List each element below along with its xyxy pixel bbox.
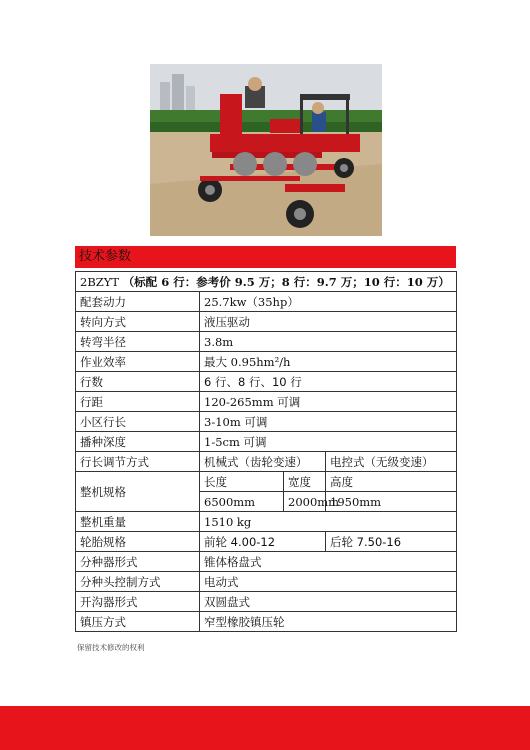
- table-row: [76, 572, 457, 592]
- row-label: 镇压方式: [76, 612, 200, 632]
- row-label: 行距: [76, 392, 200, 412]
- table-row: [76, 412, 457, 432]
- row-value: 最大 0.95hm²/h: [200, 352, 457, 372]
- spec-table: [75, 271, 457, 632]
- tires-row: [76, 532, 457, 552]
- row-value: 6 行、8 行、10 行: [200, 372, 457, 392]
- row-label: 分种头控制方式: [76, 572, 200, 592]
- row-label: 开沟器形式: [76, 592, 200, 612]
- row-value: 1-5cm 可调: [200, 432, 457, 452]
- table-row: [76, 372, 457, 392]
- row-value: 双圆盘式: [200, 592, 457, 612]
- table-row: [76, 292, 457, 312]
- row-value: 3.8m: [200, 332, 457, 352]
- dimension-value: 1950mm: [326, 492, 457, 512]
- rights-note: 保留技术修改的权利: [77, 643, 145, 652]
- dimension-header: 宽度: [284, 472, 326, 492]
- row-value: 120-265mm 可调: [200, 392, 457, 412]
- table-row: [76, 432, 457, 452]
- section-header-bar: [75, 246, 456, 268]
- row-value: 液压驱动: [200, 312, 457, 332]
- row-value: 1510 kg: [200, 512, 457, 532]
- dimension-header: 长度: [200, 472, 284, 492]
- weight-row: [76, 512, 457, 532]
- row-label: 转向方式: [76, 312, 200, 332]
- row-value: 电动式: [200, 572, 457, 592]
- model-name: 2BZYT: [80, 274, 120, 289]
- row-label: 整机重量: [76, 512, 200, 532]
- length-adjust-row: [76, 452, 457, 472]
- row-label: 整机规格: [76, 472, 200, 512]
- row-label: 播种深度: [76, 432, 200, 452]
- row-label: 行数: [76, 372, 200, 392]
- dimension-value: 2000mm: [284, 492, 326, 512]
- row-label: 小区行长: [76, 412, 200, 432]
- table-row: [76, 552, 457, 572]
- mechanical-value: 机械式（齿轮变速）: [200, 452, 326, 472]
- row-label: 配套动力: [76, 292, 200, 312]
- row-label: 行长调节方式: [76, 452, 200, 472]
- model-price-note: （标配 6 行：参考价 9.5 万；8 行：9.7 万；10 行：10 万）: [122, 274, 450, 289]
- table-row: [76, 392, 457, 412]
- rear-tire-value: 后轮 7.50-16: [326, 532, 457, 552]
- dimension-header: 高度: [326, 472, 457, 492]
- table-row: [76, 352, 457, 372]
- front-tire-value: 前轮 4.00-12: [200, 532, 326, 552]
- electronic-value: 电控式（无级变速）: [326, 452, 457, 472]
- dimensions-header-row: [76, 472, 457, 492]
- row-value: 25.7kw（35hp）: [200, 292, 457, 312]
- row-value: 3-10m 可调: [200, 412, 457, 432]
- table-row: [76, 592, 457, 612]
- row-value: 锥体格盘式: [200, 552, 457, 572]
- row-value: 窄型橡胶镇压轮: [200, 612, 457, 632]
- table-row: [76, 332, 457, 352]
- model-row: [76, 272, 457, 292]
- product-photo: [150, 64, 382, 236]
- row-label: 作业效率: [76, 352, 200, 372]
- table-row: [76, 612, 457, 632]
- row-label: 轮胎规格: [76, 532, 200, 552]
- dimension-value: 6500mm: [200, 492, 284, 512]
- table-row: [76, 312, 457, 332]
- footer-bar: [0, 706, 530, 750]
- row-label: 转弯半径: [76, 332, 200, 352]
- row-label: 分种器形式: [76, 552, 200, 572]
- section-title: 技术参数: [79, 249, 132, 264]
